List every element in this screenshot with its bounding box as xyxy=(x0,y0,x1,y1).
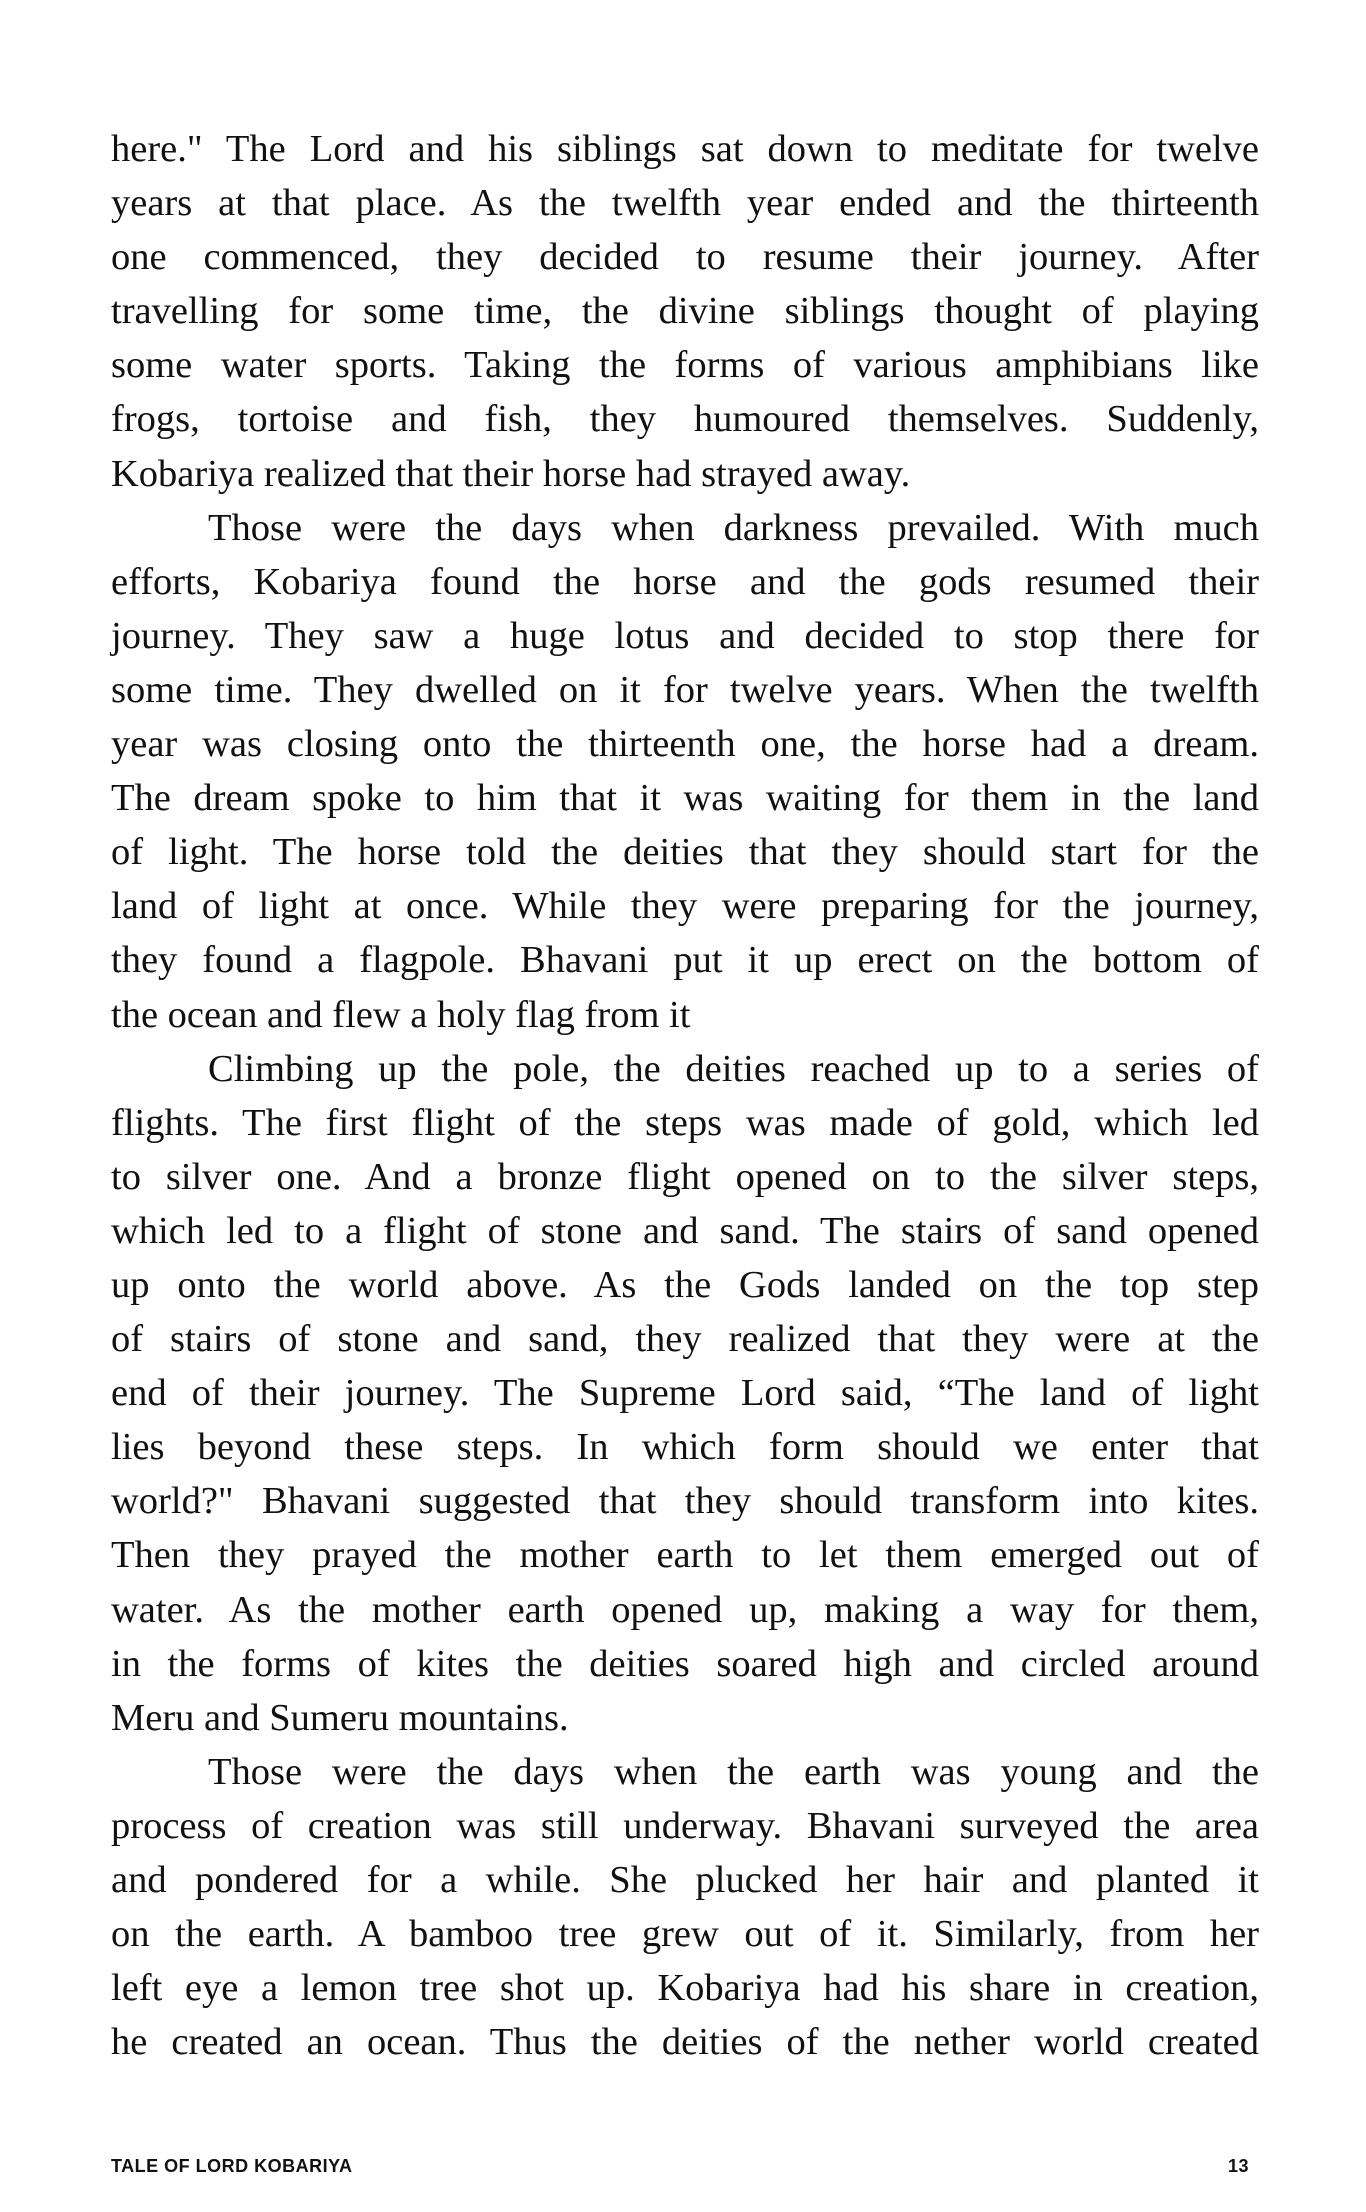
text-line: which led to a flight of stone and sand. The stairs of sand opened xyxy=(111,1209,1259,1252)
text-line: of light. The horse told the deities that they should start for the xyxy=(111,831,1259,874)
text-line: up onto the world above. As the Gods landed on the top step xyxy=(111,1263,1259,1306)
page-number: 13 xyxy=(1227,2156,1249,2176)
text-line: and pondered for a while. She plucked her hair and planted it xyxy=(111,1859,1259,1901)
text-line: efforts, Kobariya found the horse and the gods resumed their xyxy=(111,560,1259,603)
text-line: journey. They saw a huge lotus and decided to stop there for xyxy=(111,614,1259,657)
text-line: Those were the days when the earth was young and the xyxy=(208,1750,1259,1793)
page-footer xyxy=(111,2156,1259,2184)
text-line: water. As the mother earth opened up, making a way for them, xyxy=(111,1588,1259,1631)
text-line: Then they prayed the mother earth to let them emerged out of xyxy=(111,1534,1259,1577)
text-line: left eye a lemon tree shot up. Kobariya had his share in creation, xyxy=(111,1967,1259,2010)
text-line: in the forms of kites the deities soared high and circled around xyxy=(111,1642,1259,1685)
paragraph xyxy=(111,1745,1259,2070)
text-line: Meru and Sumeru mountains. xyxy=(111,1696,569,1739)
text-line: some time. They dwelled on it for twelve years. When the twelfth xyxy=(111,668,1259,711)
body-text xyxy=(111,122,1259,2069)
text-line: he created an ocean. Thus the deities of the nether world created xyxy=(111,2021,1259,2064)
text-line: they found a flagpole. Bhavani put it up erect on the bottom of xyxy=(111,939,1259,982)
text-line: of stairs of stone and sand, they realized that they were at the xyxy=(111,1318,1259,1361)
paragraph xyxy=(111,122,1259,501)
text-line: on the earth. A bamboo tree grew out of it. Similarly, from her xyxy=(111,1913,1259,1956)
text-line: Kobariya realized that their horse had strayed away. xyxy=(111,452,911,495)
text-line: year was closing onto the thirteenth one, the horse had a dream. xyxy=(111,723,1259,766)
text-line: one commenced, they decided to resume their journey. After xyxy=(111,236,1259,279)
paragraph xyxy=(111,1042,1259,1745)
text-line: world?" Bhavani suggested that they should transform into kites. xyxy=(111,1480,1259,1523)
text-line: Those were the days when darkness prevailed. With much xyxy=(208,506,1259,549)
text-line: travelling for some time, the divine siblings thought of playing xyxy=(111,290,1259,333)
text-line: the ocean and flew a holy flag from it xyxy=(111,993,691,1036)
text-line: end of their journey. The Supreme Lord said, “The land of light xyxy=(111,1372,1259,1415)
text-line: Climbing up the pole, the deities reached up to a series of xyxy=(208,1047,1259,1090)
text-line: process of creation was still underway. Bhavani surveyed the area xyxy=(111,1804,1259,1847)
text-line: land of light at once. While they were preparing for the journey, xyxy=(111,885,1259,928)
text-line: years at that place. As the twelfth year ended and the thirteenth xyxy=(111,182,1259,225)
text-line: lies beyond these steps. In which form should we enter that xyxy=(111,1426,1259,1469)
text-line: flights. The first flight of the steps was made of gold, which led xyxy=(111,1101,1259,1144)
text-line: some water sports. Taking the forms of various amphibians like xyxy=(111,344,1259,387)
running-title: TALE OF LORD KOBARIYA xyxy=(111,2156,353,2176)
text-line: frogs, tortoise and fish, they humoured themselves. Suddenly, xyxy=(111,398,1259,441)
paragraph xyxy=(111,501,1259,1042)
text-line: The dream spoke to him that it was waiting for them in the land xyxy=(111,777,1259,820)
text-line: here." The Lord and his siblings sat down to meditate for twelve xyxy=(111,128,1259,170)
text-line: to silver one. And a bronze flight opened on to the silver steps, xyxy=(111,1155,1259,1198)
